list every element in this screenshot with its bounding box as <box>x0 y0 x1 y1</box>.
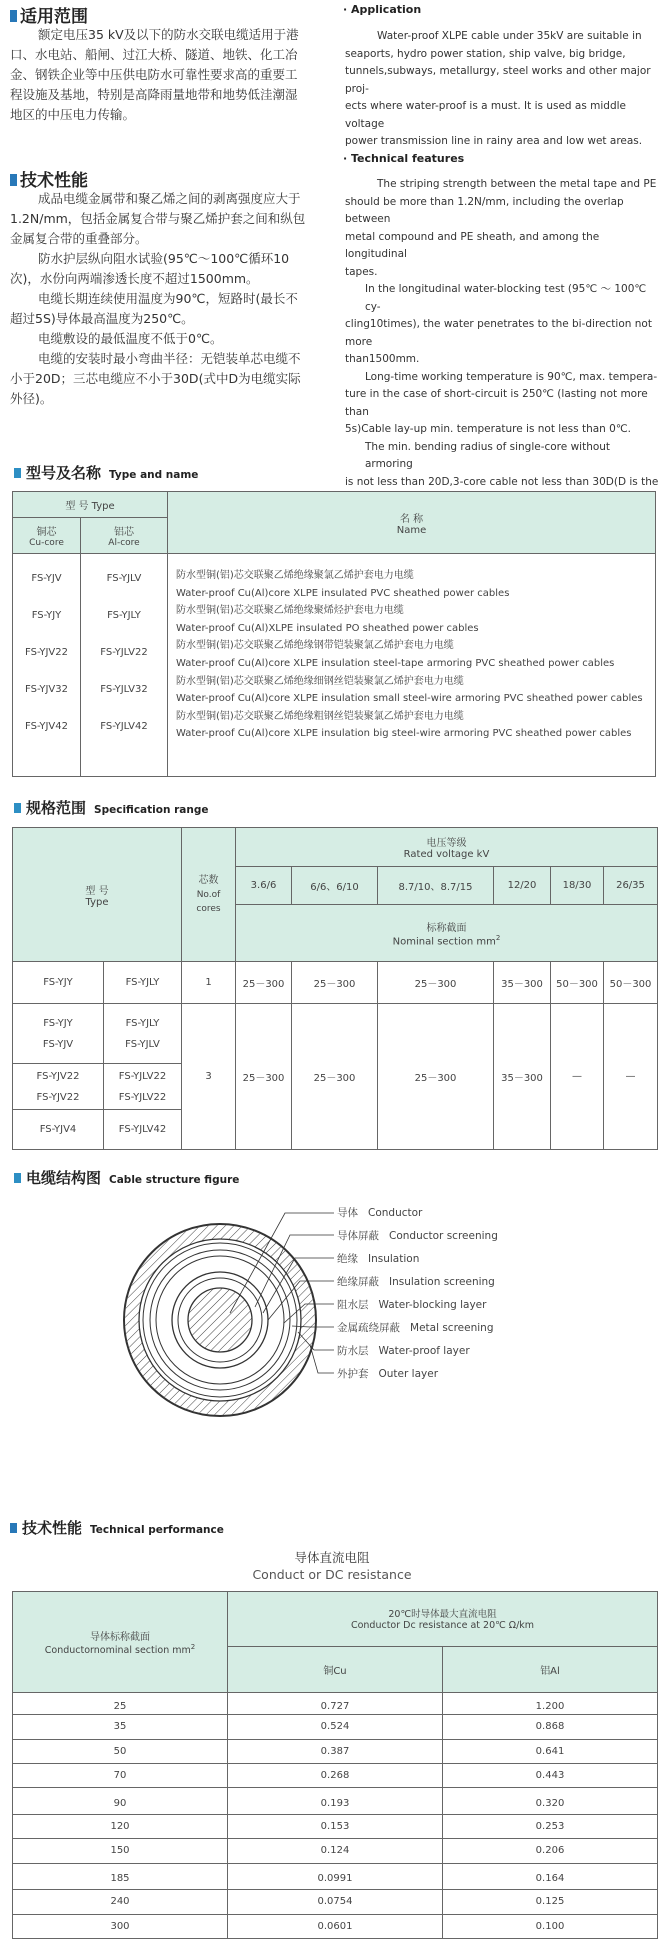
table-cell: 0.153 <box>228 1814 443 1838</box>
table-cell: 25－300 <box>236 962 292 1004</box>
type-name-table <box>12 491 656 777</box>
table-cell: 0.0754 <box>228 1890 443 1914</box>
voltage-4: 18/30 <box>551 867 604 905</box>
label-insulation-screening: 绝缘屏蔽 Insulation screening <box>337 1276 495 1288</box>
table-cell: 0.268 <box>228 1763 443 1787</box>
table-cell: 0.443 <box>443 1763 658 1787</box>
table-cell: 25－300 <box>236 1004 292 1150</box>
conductor-core <box>188 1288 252 1352</box>
label-water-proof: 防水层 Water-proof layer <box>337 1345 470 1357</box>
cn-technical-text: 成品电缆金属带和聚乙烯之间的剥离强度应大于 1.2N/mm，包括金属复合带与聚乙烯护套之间和纵包 金属复合带的重叠部分。 防水护层纵向阻水试验(95℃～100℃循环10 次)，水份向两端渗透长度不超过1500mm。 电缆长期连续使用温度为90℃，短路时(最长不 超过5S)导体最高温度为250℃。 电缆敷设的最低温度不低于0℃。 电缆的安装时最小弯曲半径：无铠装单芯电缆不 小于20D；三芯电缆应不小于30D(式中D为电缆实际 外径)。 <box>10 191 306 406</box>
label-insulation: 绝缘 Insulation <box>337 1253 420 1265</box>
table-cell: 0.193 <box>228 1788 443 1814</box>
table-cell: 50－300 <box>604 962 658 1004</box>
en-application-title: · Application <box>343 3 422 16</box>
performance-heading: 技术性能 Technical performance <box>10 1517 224 1538</box>
table-cell: 0.0601 <box>228 1914 443 1938</box>
table-cell: 1.200 <box>443 1692 658 1714</box>
table-row: 1 <box>182 962 236 1004</box>
performance-subtitle-en: Conduct or DC resistance <box>252 1567 412 1582</box>
spec-table <box>12 827 658 1150</box>
table-cell: 25 <box>13 1692 228 1714</box>
table-row: FS-YJLY FS-YJLV <box>104 1004 182 1064</box>
table-cell: 0.868 <box>443 1715 658 1739</box>
label-metal-screening: 金属疏绕屏蔽 Metal screening <box>337 1322 494 1334</box>
label-conductor-screening: 导体屏蔽 Conductor screening <box>337 1230 498 1242</box>
table-row: FS-YJV4 <box>13 1110 104 1150</box>
cu-header: 铜Cu <box>228 1646 443 1692</box>
dc-resistance-table <box>12 1591 658 1939</box>
table-cell: 0.0991 <box>228 1863 443 1889</box>
al-core-header: 铝芯 Al-core <box>81 518 168 554</box>
table-row: FS-YJV22 FS-YJV22 <box>13 1064 104 1110</box>
type-header: 型 号 Type <box>13 492 168 518</box>
table-cell: 0.100 <box>443 1914 658 1938</box>
voltage-5: 26/35 <box>604 867 658 905</box>
table-row: FS-YJY FS-YJV <box>13 1004 104 1064</box>
cn-application-text: 额定电压35 kV及以下的防水交联电缆适用于港 口、水电站、船闸、过江大桥、隧道、地铁、化工冶 金、钢铁企业等中压供电防水可靠性要求高的重要工 程设施及基地，特别是高降雨量地带和地势低洼潮湿 地区的中压电力传输。 <box>10 27 299 122</box>
table-cell: 240 <box>13 1890 228 1914</box>
rated-voltage-header: 电压等级 Rated voltage kV <box>236 828 658 867</box>
table-cell: — <box>604 1004 658 1150</box>
table-cell: 0.253 <box>443 1814 658 1838</box>
performance-subtitle-cn: 导体直流电阻 <box>294 1550 370 1565</box>
voltage-1: 6/6、6/10 <box>292 867 378 905</box>
spec-heading: 规格范围 Specification range <box>14 797 208 818</box>
table-cell: 90 <box>13 1788 228 1814</box>
en-technical-text: The striping strength between the metal tape and PE should be more than 1.2N/mm, including the overlap between metal compound and PE sheath, and among the longitudinal tapes. In the longitudinal water-blocking test (95℃ ～ 100℃ cy- cling10times), the water penetrates to the bi-direction not more than1500mm. Long-time working temperature is 90℃, max. tempera- ture in the case of short-circuit is 250℃ (lasting not more than 5s)Cable lay-up min. temperature is not less than 0℃. The min. bending radius of single-core without armoring is not less than 20D,3-core cable not less than 30D(D is the <box>345 178 659 488</box>
table-cell: 25－300 <box>292 1004 378 1150</box>
table-cell: 185 <box>13 1863 228 1889</box>
voltage-2: 8.7/10、8.7/15 <box>378 867 494 905</box>
al-header: 铝Al <box>443 1646 658 1692</box>
table-cell: 300 <box>13 1914 228 1938</box>
cn-technical-title: 技术性能 <box>10 166 88 191</box>
table-cell: 70 <box>13 1763 228 1787</box>
type-name-heading: 型号及名称 Type and name <box>14 462 198 483</box>
voltage-0: 3.6/6 <box>236 867 292 905</box>
structure-labels <box>337 1202 498 1386</box>
structure-heading: 电缆结构图 Cable structure figure <box>14 1167 239 1188</box>
al-type-list: FS-YJLV FS-YJLY FS-YJLV22 FS-YJLV32 FS-YJLV42 <box>81 554 168 777</box>
nominal-section-header: 标称截面 Nominal section $mm^2$ <box>236 905 658 962</box>
cn-application-title: 适用范围 <box>10 2 88 27</box>
table-row: FS-YJLV22 FS-YJLV22 <box>104 1064 182 1110</box>
en-technical-title: · Technical features <box>343 152 465 165</box>
name-list: 防水型铜(铝)芯交联聚乙烯绝缘聚氯乙烯护套电力电缆 Water-proof Cu(Al)core XLPE insulated PVC sheathed power cables 防水型铜(铝)芯交联聚乙烯绝缘聚烯烃护套电力电缆 Water-proof Cu(Al)XLPE insulated PO sheathed power cables 防水型铜(铝)芯交联聚乙烯绝缘钢带铠装聚氯乙烯护套电力电缆 Water-proof Cu(Al)core XLPE insulation steel-tape armoring PVC sheathed power cables 防水型铜(铝)芯交联聚乙烯绝缘细钢丝铠装聚氯乙烯护套电力电缆 Water-proof Cu(Al)core XLPE insulation small steel-wire armoring PVC sheathed power cables 防水型铜(铝)芯交联聚乙烯绝缘粗钢丝铠装聚氯乙烯护套电力电缆 Water-proof Cu(Al)core XLPE insulation big steel-wire armoring PVC sheathed power cables <box>168 554 656 777</box>
table-cell: 50－300 <box>551 962 604 1004</box>
table-cell: 25－300 <box>378 962 494 1004</box>
spec-type-header: 型 号 Type <box>13 828 182 962</box>
table-cell: 0.524 <box>228 1715 443 1739</box>
table-row: FS-YJLY <box>104 962 182 1004</box>
table-cell: 120 <box>13 1814 228 1838</box>
table-row: FS-YJLV42 <box>104 1110 182 1150</box>
label-outer-layer: 外护套 Outer layer <box>337 1368 439 1380</box>
cu-core-header: 铜芯 Cu-core <box>13 518 81 554</box>
table-cell: — <box>551 1004 604 1150</box>
cu-type-list: FS-YJV FS-YJY FS-YJV22 FS-YJV32 FS-YJV42 <box>13 554 81 777</box>
spec-cores-header: 芯数 No.of cores <box>182 828 236 962</box>
table-row: FS-YJY <box>13 962 104 1004</box>
table-cell: 0.641 <box>443 1739 658 1763</box>
table-cell: 0.727 <box>228 1692 443 1714</box>
section-header: 导体标称截面 Conductornominal section $mm^2$ <box>13 1592 228 1693</box>
table-cell: 150 <box>13 1839 228 1863</box>
table-cell: 0.125 <box>443 1890 658 1914</box>
table-cell: 50 <box>13 1739 228 1763</box>
table-cell: 0.124 <box>228 1839 443 1863</box>
table-cell: 0.164 <box>443 1863 658 1889</box>
table-cell: 35－300 <box>494 962 551 1004</box>
table-cell: 0.320 <box>443 1788 658 1814</box>
en-application-text: Water-proof XLPE cable under 35kV are suitable in seaports, hydro power station, ship valve, big bridge, tunnels,subways, metallurgy, steel works and other major proj- ects where water-proof is a must. It is used as middle voltage power transmission line in rainy area and low wet areas. <box>345 30 651 147</box>
label-conductor: 导体 Conductor <box>337 1207 423 1219</box>
name-header: 名 称 Name <box>168 492 656 554</box>
table-cell: 25－300 <box>292 962 378 1004</box>
table-cell: 3 <box>182 1004 236 1150</box>
table-cell: 35－300 <box>494 1004 551 1150</box>
table-cell: 0.206 <box>443 1839 658 1863</box>
table-cell: 25－300 <box>378 1004 494 1150</box>
label-water-blocking: 阻水层 Water-blocking layer <box>337 1299 487 1311</box>
resistance-header: 20℃时导体最大直流电阻 Conductor Dc resistance at 20℃ Ω/km <box>228 1592 658 1647</box>
table-cell: 0.387 <box>228 1739 443 1763</box>
voltage-3: 12/20 <box>494 867 551 905</box>
table-cell: 35 <box>13 1715 228 1739</box>
